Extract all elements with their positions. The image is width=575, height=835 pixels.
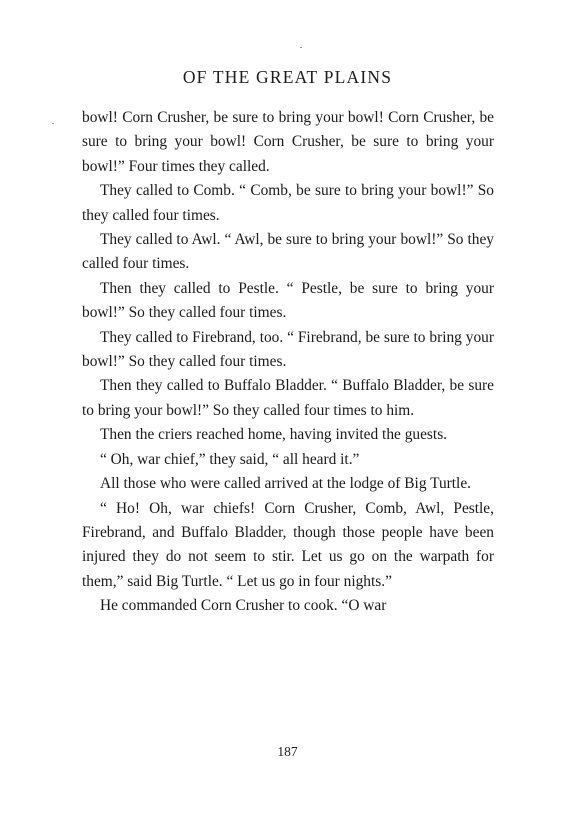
paragraph: They called to Comb. “ Comb, be sure to bring your bowl!” So they called four times. — [82, 182, 494, 224]
paragraph: “ Oh, war chief,” they said, “ all heard it.” — [100, 450, 360, 468]
paragraph: “ Ho! Oh, war chiefs! Corn Crusher, Comb, Awl, Pestle, Firebrand, and Buffalo Bladder, though those people have been injured they do not seem to stir. Let us go on the warpath for them,” said Big Turtle. “ Let us go in four nights.” — [82, 499, 494, 590]
paragraph: Then the criers reached home, having invited the guests. — [100, 426, 448, 444]
paragraph: He commanded Corn Crusher to cook. “O war — [100, 597, 387, 615]
paragraph: They called to Awl. “ Awl, be sure to bring your bowl!” So they called four times. — [82, 231, 494, 273]
running-header: OF THE GREAT PLAINS — [182, 67, 393, 87]
paragraph: Then they called to Pestle. “ Pestle, be sure to bring your bowl!” So they called four times. — [82, 279, 494, 322]
paragraph: All those who were called arrived at the lodge of Big Turtle. — [100, 475, 471, 493]
print-speck — [300, 47, 302, 48]
paragraph: They called to Firebrand, too. “ Firebrand, be sure to bring your bowl!” So they called four times. — [82, 328, 494, 371]
paragraph: Then they called to Buffalo Bladder. “ Buffalo Bladder, be sure to bring your bowl!” So they called four times to him. — [82, 377, 494, 419]
paragraph: bowl! Corn Crusher, be sure to bring your bowl! Corn Crusher, be sure to bring your bowl! Corn Crusher, be sure to bring your bowl!” Four times they called. — [82, 109, 494, 175]
page-number: 187 — [277, 744, 298, 759]
print-speck — [52, 123, 54, 124]
body-text — [82, 106, 494, 619]
